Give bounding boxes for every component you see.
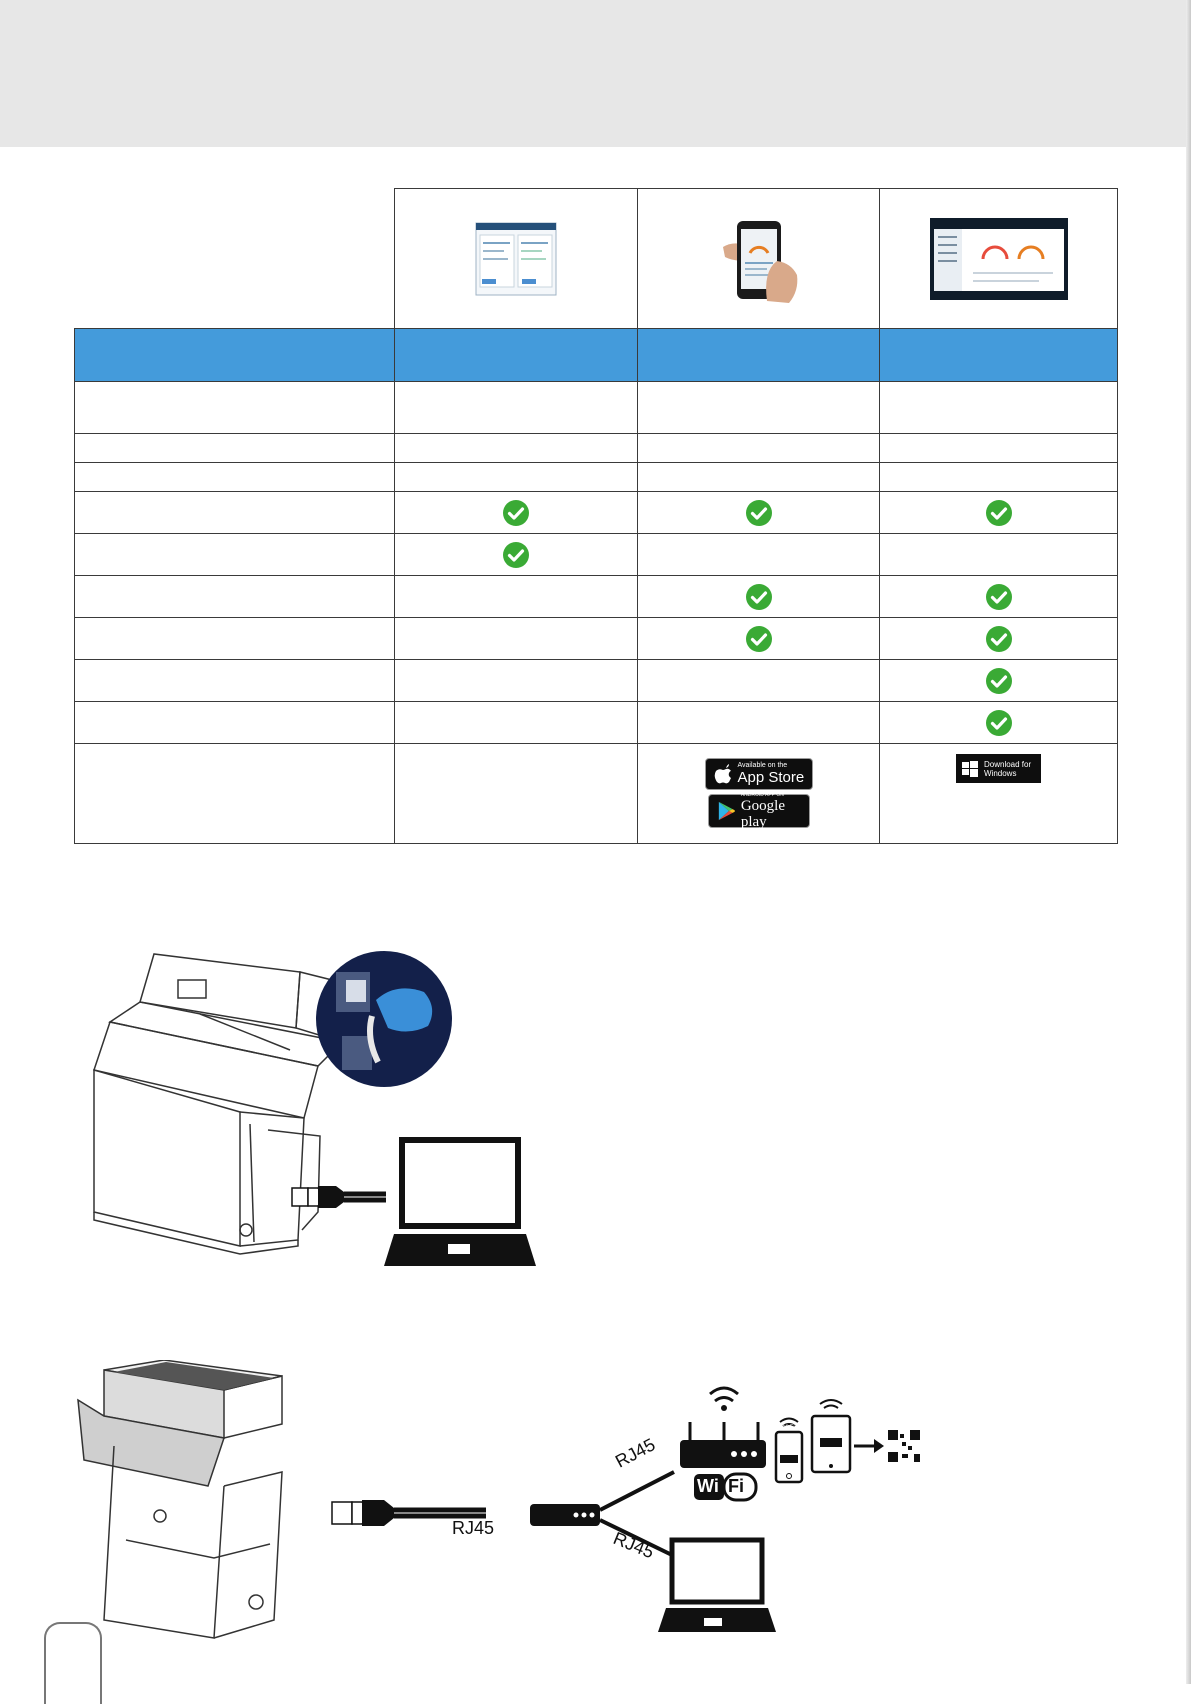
- feature-value-cell: [638, 618, 880, 660]
- feature-label-cell: [75, 618, 395, 660]
- ethernet-closeup-photo: [316, 951, 452, 1087]
- checkmark-icon: [985, 499, 1013, 527]
- cabinet-drawing: [94, 954, 348, 1254]
- ethernet-cable: [394, 1510, 486, 1516]
- phone-wifi-label: Wi Fi: [781, 1425, 795, 1431]
- cabinet-front-drawing: [78, 1360, 282, 1638]
- thumb-cell-mobile: [638, 189, 880, 329]
- page-tab-outline: [44, 1622, 102, 1704]
- header-cell: [395, 329, 638, 382]
- feature-value-cell: [395, 576, 638, 618]
- feature-label-cell: [75, 660, 395, 702]
- checkmark-icon: [985, 667, 1013, 695]
- cable-to-router: [600, 1472, 674, 1510]
- feature-label-cell: [75, 434, 395, 463]
- feature-value-cell: [638, 382, 880, 434]
- qr-code-icon: [888, 1430, 920, 1462]
- rj45-label-laptop: RJ45: [610, 1528, 657, 1563]
- tablet-wifi-label: Wi Fi: [822, 1421, 836, 1427]
- feature-value-cell: [395, 434, 638, 463]
- laptop-icon: [658, 1540, 776, 1632]
- table-row: [75, 660, 1118, 702]
- ethernet-cable: [344, 1194, 386, 1200]
- feature-value-cell: [638, 434, 880, 463]
- feature-value-cell: [395, 382, 638, 434]
- feature-label-cell: [75, 463, 395, 492]
- top-banner: [0, 0, 1191, 147]
- feature-value-cell: [880, 463, 1118, 492]
- apple-icon: [714, 764, 732, 784]
- thumbnail-row: [75, 189, 1118, 329]
- checkmark-icon: [985, 625, 1013, 653]
- checkmark-icon: [502, 541, 530, 569]
- feature-value-cell: [880, 702, 1118, 744]
- feature-value-cell: [638, 702, 880, 744]
- checkmark-icon: [745, 499, 773, 527]
- rj45-plug: [318, 1186, 344, 1208]
- feature-value-cell: [880, 492, 1118, 534]
- rj45-plug: [362, 1500, 394, 1526]
- feature-value-cell: [880, 576, 1118, 618]
- checkmark-icon: [745, 625, 773, 653]
- google-play-big-text: Google play: [740, 798, 786, 830]
- download-label-cell: [75, 744, 395, 844]
- header-row: [75, 329, 1118, 382]
- mobile-app-thumbnail: [717, 213, 801, 305]
- network-diagram: [74, 1360, 954, 1640]
- feature-value-cell: [395, 660, 638, 702]
- checkmark-icon: [745, 583, 773, 611]
- rj45-port: [332, 1502, 352, 1524]
- table-row: [75, 702, 1118, 744]
- table-row: [75, 382, 1118, 434]
- app-store-small-text: Available on the: [737, 762, 788, 769]
- feature-value-cell: [638, 660, 880, 702]
- google-play-small-text: ANDROID APP ON: [740, 792, 784, 798]
- checkmark-icon: [502, 499, 530, 527]
- laptop-icon: [384, 1140, 536, 1266]
- google-play-badge[interactable]: [708, 794, 810, 828]
- wifi-router-icon: [680, 1388, 766, 1468]
- checkmark-icon: [985, 709, 1013, 737]
- feature-value-cell: [880, 434, 1118, 463]
- feature-value-cell: [880, 382, 1118, 434]
- corner-cell: [75, 189, 395, 329]
- app-store-badge[interactable]: [705, 758, 813, 790]
- checkmark-icon: [985, 583, 1013, 611]
- thumb-cell-desktop: [395, 189, 638, 329]
- table-row: [75, 576, 1118, 618]
- feature-value-cell: [638, 534, 880, 576]
- rj45-label-router: RJ45: [612, 1434, 659, 1472]
- table-row: [75, 492, 1118, 534]
- feature-value-cell: [395, 618, 638, 660]
- feature-value-cell: [395, 702, 638, 744]
- wifi-logo-left-text: Wi: [697, 1476, 719, 1496]
- feature-value-cell: [638, 492, 880, 534]
- feature-label-cell: [75, 382, 395, 434]
- feature-value-cell: [638, 463, 880, 492]
- feature-value-cell: [395, 534, 638, 576]
- rj45-port: [292, 1188, 308, 1206]
- header-cell: [75, 329, 395, 382]
- windows-logo-icon: [962, 761, 978, 777]
- feature-value-cell: [880, 660, 1118, 702]
- download-row: [75, 744, 1118, 844]
- windows-badge-line2: Windows: [984, 768, 1017, 778]
- download-cell-desktop: [395, 744, 638, 844]
- feature-label-cell: [75, 534, 395, 576]
- feature-label-cell: [75, 492, 395, 534]
- feature-value-cell: [395, 492, 638, 534]
- comparison-table: [74, 188, 1118, 844]
- desktop-software-thumbnail: [474, 221, 558, 297]
- web-dashboard-thumbnail: [929, 217, 1069, 301]
- header-cell: [638, 329, 880, 382]
- feature-label-cell: [75, 702, 395, 744]
- table-row: [75, 463, 1118, 492]
- download-cell-web: [880, 744, 1118, 844]
- feature-value-cell: [880, 534, 1118, 576]
- thumb-cell-web: [880, 189, 1118, 329]
- windows-badge-line1: Download for: [984, 759, 1032, 769]
- feature-label-cell: [75, 576, 395, 618]
- wifi-logo-right-text: Fi: [728, 1476, 744, 1496]
- download-cell-mobile: [638, 744, 880, 844]
- header-cell: [880, 329, 1118, 382]
- table-row: [75, 434, 1118, 463]
- feature-value-cell: [880, 618, 1118, 660]
- rj45-label-main: RJ45: [452, 1518, 495, 1538]
- windows-download-badge[interactable]: [956, 754, 1041, 783]
- table-row: [75, 618, 1118, 660]
- direct-connection-illustration: [80, 950, 540, 1290]
- app-store-big-text: App Store: [737, 769, 805, 786]
- table-row: [75, 534, 1118, 576]
- feature-value-cell: [395, 463, 638, 492]
- feature-value-cell: [638, 576, 880, 618]
- page-edge-shadow: [1186, 0, 1191, 1684]
- google-play-icon: [717, 800, 735, 822]
- tablet-icon: [812, 1400, 850, 1472]
